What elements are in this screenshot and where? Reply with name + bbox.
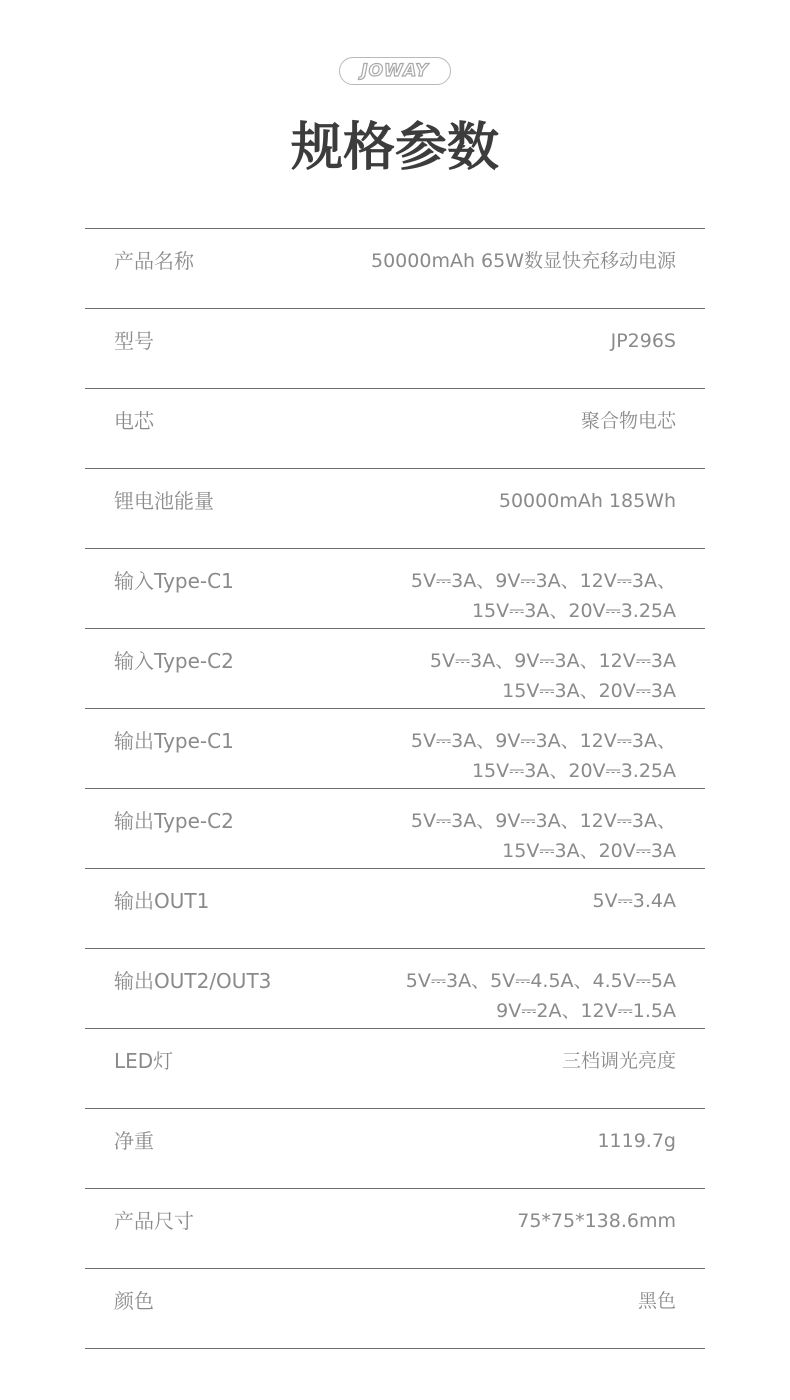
spec-value-line: 5V⎓3A、9V⎓3A、12V⎓3A、 [410,570,676,592]
spec-label: 输出Type-C1 [114,729,234,753]
spec-value-line: 三档调光亮度 [561,1050,676,1072]
spec-label: 锂电池能量 [114,489,214,513]
spec-row [85,1109,705,1189]
spec-value [411,726,676,786]
spec-value-line: 1119.7g [597,1130,676,1152]
spec-row [85,789,705,869]
spec-value [593,886,676,916]
spec-label: 颜色 [114,1289,154,1313]
spec-value [411,806,676,866]
spec-value-line: 5V⎓3.4A [592,890,676,912]
spec-value [638,1286,676,1316]
spec-value [517,1206,676,1236]
spec-row [85,709,705,789]
spec-value-line: 50000mAh 65W数显快充移动电源 [371,250,676,272]
spec-value-line: 9V⎓2A、12V⎓1.5A [496,1000,676,1022]
spec-value [581,406,676,436]
spec-label: 产品尺寸 [114,1209,194,1233]
spec-row [85,629,705,709]
spec-value [406,966,676,1026]
spec-value-line: 15V⎓3A、20V⎓3A [502,680,676,702]
brand-logo [339,57,451,85]
spec-value-line: 15V⎓3A、20V⎓3.25A [471,760,676,782]
spec-label: 输入Type-C2 [114,649,234,673]
spec-row [85,389,705,469]
spec-row [85,1029,705,1109]
spec-row [85,469,705,549]
spec-label: 电芯 [114,409,154,433]
spec-value-line: JP296S [610,330,676,352]
spec-row [85,949,705,1029]
spec-value [430,646,676,706]
spec-row [85,549,705,629]
spec-value-line: 5V⎓3A、9V⎓3A、12V⎓3A、 [410,810,676,832]
spec-label: 净重 [114,1129,154,1153]
spec-row [85,309,705,389]
spec-value-line: 聚合物电芯 [580,410,676,432]
spec-label: LED灯 [114,1049,174,1073]
spec-value [411,566,676,626]
spec-value-line: 5V⎓3A、5V⎓4.5A、4.5V⎓5A [405,970,676,992]
spec-value-line: 15V⎓3A、20V⎓3A [502,840,676,862]
spec-row [85,869,705,949]
spec-table [85,228,705,1349]
spec-value-line: 黑色 [637,1290,676,1312]
spec-row [85,1269,705,1349]
spec-value-line: 15V⎓3A、20V⎓3.25A [471,600,676,622]
spec-value-line: 50000mAh 185Wh [498,490,676,512]
spec-label: 输出OUT1 [114,889,210,913]
page-title: 规格参数 [290,118,499,178]
spec-value [611,326,676,356]
spec-value [562,1046,676,1076]
spec-label: 输入Type-C1 [114,569,234,593]
spec-label: 产品名称 [114,249,194,273]
spec-label: 型号 [114,329,154,353]
spec-label: 输出OUT2/OUT3 [114,969,272,993]
spec-value-line: 5V⎓3A、9V⎓3A、12V⎓3A [429,650,676,672]
spec-value [371,246,676,276]
brand-logo-text: JOWAY [361,60,429,81]
spec-value [597,1126,676,1156]
spec-label: 输出Type-C2 [114,809,234,833]
spec-value [499,486,676,516]
spec-value-line: 75*75*138.6mm [517,1210,676,1232]
spec-row [85,229,705,309]
spec-value-line: 5V⎓3A、9V⎓3A、12V⎓3A、 [410,730,676,752]
spec-row [85,1189,705,1269]
